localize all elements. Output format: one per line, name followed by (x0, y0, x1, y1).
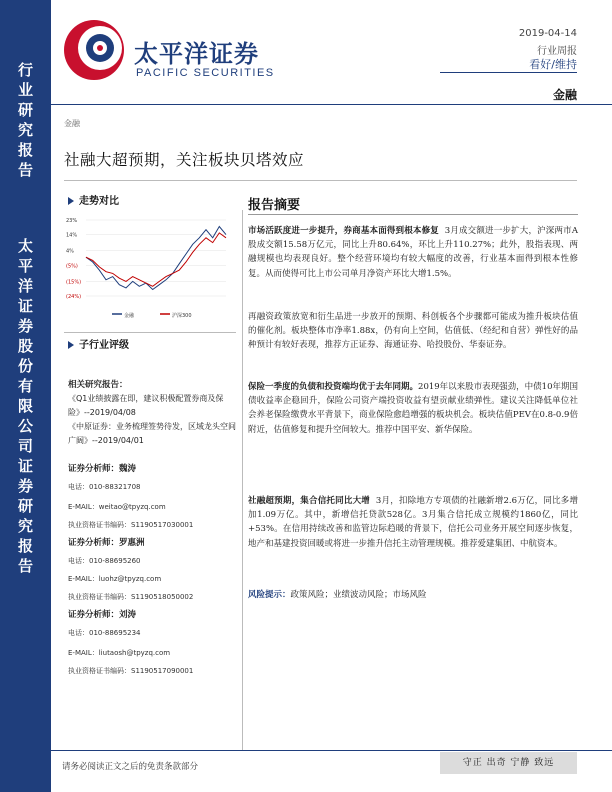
industry-name: 金融 (552, 88, 577, 102)
summary-paragraph-1b: 再融资政策放宽和衍生品进一步放开的预期、科创板各个步骤都可能成为推升板块估值的催化剂。板块整体市净率1.88x，仍有向上空间，估值低、（经纪和自营）弹性好的品种预计有较好表现，推荐方正证券、海通证券、哈投股份、华泰证券。 (248, 312, 578, 351)
y-tick-label: (24%) (66, 294, 82, 300)
industry-rating: 看好/维持 (529, 58, 577, 71)
analyst-name: 刘涛 (119, 610, 137, 620)
y-tick-labels (66, 218, 81, 300)
trend-heading-text: 走势对比 (79, 196, 119, 207)
report-type: 行业周报 (537, 46, 577, 57)
summary-paragraph-2 (248, 380, 578, 437)
analyst-phone: 电话：010-88695260 (68, 557, 141, 565)
arrow-icon (68, 341, 74, 349)
analyst-cert: 执业资格证书编码：S1190517030001 (68, 521, 194, 529)
logo-chinese-name: 太平洋证券 (134, 40, 259, 68)
risk-body: 政策风险；业绩波动风险；市场风险 (290, 590, 427, 600)
analyst-email[interactable]: E-MAIL：liutaosh@tpyzq.com (68, 649, 171, 657)
analyst-cert: 执业资格证书编码：S1190518050002 (68, 593, 194, 601)
footer-disclaimer[interactable]: 请务必阅读正文之后的免责条款部分 (62, 762, 199, 772)
summary-heading: 报告摘要 (248, 198, 301, 213)
analyst-cert: 执业资格证书编码：S1190517090001 (68, 667, 194, 675)
analyst-name: 魏涛 (119, 464, 137, 474)
sub-rating-heading-text: 子行业评级 (79, 340, 129, 351)
series-line-hs300 (86, 233, 226, 286)
column-divider (242, 210, 243, 750)
trend-chart (64, 212, 234, 324)
footer-motto: 守正 出奇 宁静 致远 (440, 752, 577, 774)
paragraph-3-lead: 社融超预期，集合信托同比大增 (248, 496, 371, 506)
sidebar-bottom-label: 太 平 洋 证 券 股 份 有 限 公 司 证 券 研 究 报 告 (17, 237, 33, 575)
related-report-1[interactable]: 《Q1业绩披露在即，建议积极配置券商及保险》--2019/04/08 (68, 394, 224, 417)
y-tick-label: (15%) (66, 279, 82, 286)
paragraph-1-body: 3月成交额进一步扩大，沪深两市A股成交额15.58万亿元，同比上升80.64%，环比上升110.27%；此外，股指表现、两融规模也均表现良好。整个经营环境均有较大幅度的改善，行业基本面得到根本性修复。从而使得可比上市公司单月净资产环比大增1.5%。 (248, 226, 578, 279)
y-tick-label: (5%) (66, 263, 78, 270)
rating-underline (440, 72, 577, 73)
y-tick-label: 14% (66, 232, 78, 239)
logo-english-name: PACIFIC SECURITIES (136, 67, 275, 79)
series-line-finance (86, 227, 226, 290)
title-divider (64, 180, 577, 181)
page-title: 社融大超预期，关注板块贝塔效应 (64, 151, 305, 169)
arrow-icon (68, 197, 74, 205)
doc-tag: 金融 (64, 119, 80, 128)
analyst-label: 证券分析师： (68, 610, 120, 620)
analyst-phone: 电话：010-88695234 (68, 629, 141, 637)
legend-hs300: 沪深300 (172, 313, 192, 319)
trend-heading (68, 192, 119, 207)
header-divider (51, 104, 612, 105)
analyst-phone: 电话：010-88321708 (68, 483, 141, 491)
analyst-label: 证券分析师： (68, 538, 120, 548)
sidebar-top-label: 行 业 研 究 报 告 (17, 61, 33, 179)
chart-legend (112, 312, 192, 319)
paragraph-1-lead: 市场活跃度进一步提升，券商基本面得到根本修复 (248, 226, 439, 236)
summary-divider (248, 214, 578, 215)
related-heading: 相关研究报告： (68, 380, 128, 390)
risk-warning (248, 588, 578, 602)
pacific-securities-logo-icon (62, 18, 126, 82)
y-tick-label: 23% (66, 218, 78, 224)
summary-paragraph-3 (248, 494, 578, 551)
paragraph-2-body: 2019年以来股市表现强劲，中债10年期国债收益率企稳回升，保险公司资产端投资收益有望贡献业绩弹性。建议关注降低单位社会养老保险缴费水平背景下，商业保险愈趋增强的板块机会。板块估值PEV在0.8-0.9倍附近，估值修复和提升空间较大。推荐中国平安、新华保险。 (248, 382, 578, 435)
paragraph-2-lead: 保险一季度的负债和投资端均优于去年同期。 (248, 382, 419, 392)
chart-series (86, 227, 226, 290)
related-report-2[interactable]: 《中原证券：业务梳理签势待发，区域龙头空间广阔》--2019/04/01 (68, 422, 236, 445)
legend-finance: 金融 (124, 313, 135, 319)
analyst-email[interactable]: E-MAIL：weitao@tpyzq.com (68, 503, 166, 511)
paragraph-3-body: 3月，扣除地方专项债的社融新增2.6万亿，同比多增加1.09万亿。其中，新增信托贷款528亿。3月集合信托成立规模约1860亿，同比+53%。在信用持续改善和监管边际趋暖的背景下，信托公司业务开展空间逐步恢复，地产和基建投资回暖或将进一步推升信托主动管理规模。推荐爱建集团、中航资本。 (248, 496, 579, 549)
report-date: 2019-04-14 (518, 28, 577, 39)
sub-rating-heading (68, 336, 129, 351)
y-tick-label: 4% (66, 248, 74, 255)
chart-divider (64, 332, 236, 333)
risk-label: 风险提示： (248, 590, 291, 600)
analyst-name: 罗惠洲 (119, 538, 145, 548)
analyst-email[interactable]: E-MAIL：luohz@tpyzq.com (68, 575, 162, 583)
summary-paragraph-1 (248, 224, 578, 281)
analyst-label: 证券分析师： (68, 464, 120, 474)
